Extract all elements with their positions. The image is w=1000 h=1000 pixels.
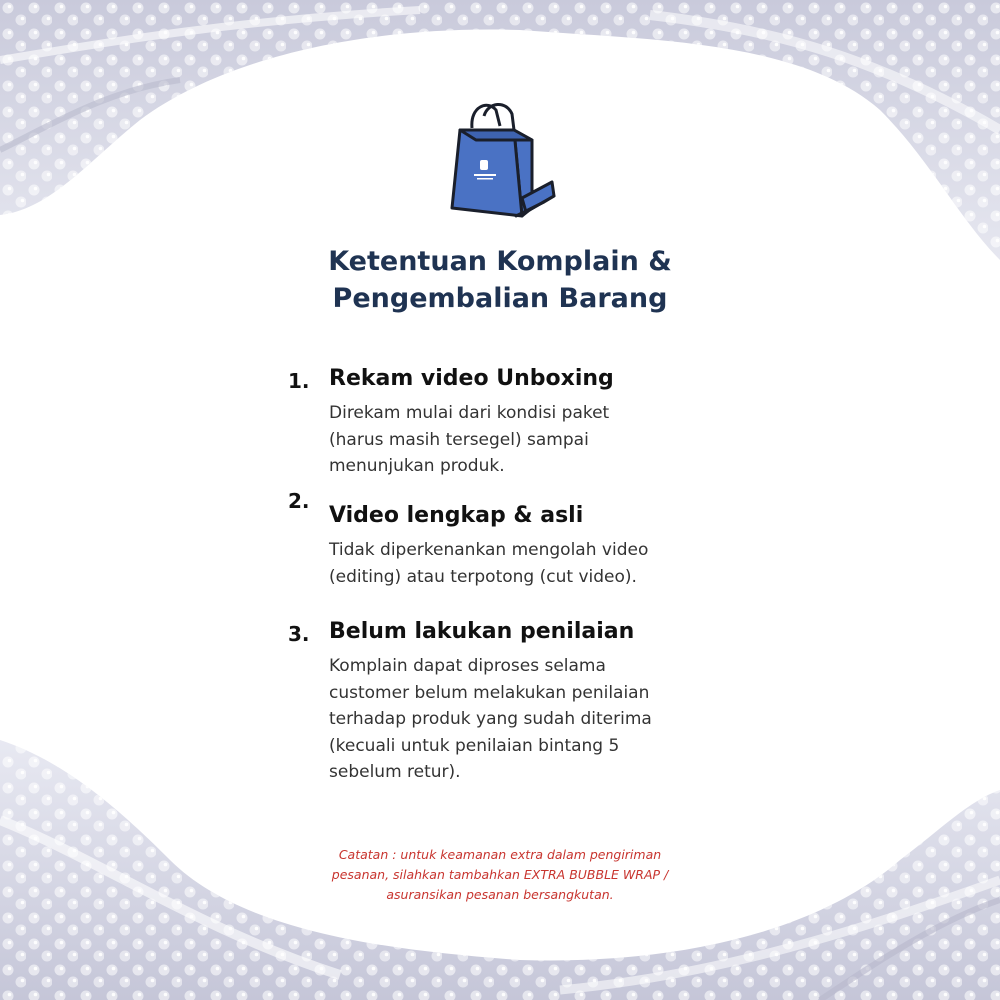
item-number: 2. xyxy=(288,489,310,513)
item-title: Video lengkap & asli xyxy=(329,503,584,528)
page-title xyxy=(200,243,800,317)
title-line-2: Pengembalian Barang xyxy=(332,283,668,314)
item-number: 1. xyxy=(288,369,310,393)
item-title: Rekam video Unboxing xyxy=(329,366,614,391)
item-title: Belum lakukan penilaian xyxy=(329,619,635,644)
item-number: 3. xyxy=(288,622,310,646)
item-description: Tidak diperkenankan mengolah video (editing) atau terpotong (cut video). xyxy=(329,540,649,587)
title-line-1: Ketentuan Komplain & xyxy=(328,246,672,277)
shopping-bag-icon xyxy=(440,98,560,233)
item-description: Komplain dapat diproses selama customer belum melakukan penilaian terhadap produk yang sudah diterima (kecuali untuk penilaian bintang 5 sebelum retur). xyxy=(329,656,652,782)
item-description: Direkam mulai dari kondisi paket (harus masih tersegel) sampai menunjukan produk. xyxy=(329,403,610,476)
note-text: Catatan : untuk keamanan extra dalam pengiriman pesanan, silahkan tambahkan EXTRA BUBBLE WRAP / asuransikan pesanan bersangkutan. xyxy=(331,847,669,902)
